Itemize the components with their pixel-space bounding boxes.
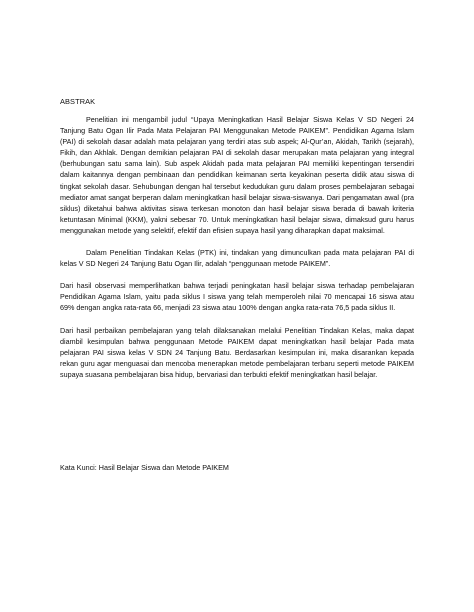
- abstract-heading: ABSTRAK: [60, 97, 96, 106]
- abstract-paragraph-1: Penelitian ini mengambil judul “Upaya Meningkatkan Hasil Belajar Siswa Kelas V SD Negeri 24 Tanjung Batu Ogan Ilir Pada Mata Pelajaran PAI Menggunakan Metode PAIKEM”. Pendidikan Agama Islam (PAI) di sekolah dasar adalah mata pelajaran yang terdiri atas sub aspek; Al-Qur’an, Akidah, Tarikh (sejarah), Fikih, dan Akhlak. Dengan demikian pelajaran PAI di sekolah dasar merupakan mata pelajaran yang integral (berhubungan satu sama lain). Sub aspek Akidah pada mata pelajaran PAI memiliki kepentingan tersendiri dalam kaitannya dengan pembinaan dan pendidikan keimanan serta keyakinan peserta didik atau siswa di tingkat sekolah dasar. Sehubungan dengan hal tersebut kedudukan guru dalam proses pembelajaran sebagai mediator amat sangat berperan dalam meningkatkan hasil belajar siswa-siswanya. Dari pengamatan awal (pra siklus) diketahui bahwa aktivitas siswa terkesan monoton dan hasil belajar siswa berada di bawah kriteria ketuntasan Minimal (KKM), yakni sebesar 70. Untuk meningkatkan hasil belajar siswa, dimaksud guru harus menggunakan metode yang selektif, efektif dan efisien supaya hasil yang diharapkan dapat maksimal.: [60, 115, 414, 235]
- abstract-paragraph-3: Dari hasil observasi memperlihatkan bahwa terjadi peningkatan hasil belajar siswa terhadap pembelajaran Pendidikan Agama Islam, yaitu pada siklus I siswa yang telah memperoleh nilai 70 mencapai 16 siswa atau 69% dengan angka rata-rata 66, menjadi 23 siswa atau 100% dengan angka rata-rata 76,5 pada siklus II.: [60, 281, 414, 313]
- keywords-line: Kata Kunci: Hasil Belajar Siswa dan Metode PAIKEM: [60, 463, 229, 472]
- abstract-paragraph-4: Dari hasil perbaikan pembelajaran yang telah dilaksanakan melalui Penelitian Tindakan Kelas, maka dapat diambil kesimpulan bahwa penggunaan Metode PAIKEM dapat meningkatkan hasil belajar Pada mata pelajaran PAI siswa kelas V SDN 24 Tanjung Batu. Berdasarkan kesimpulan ini, maka disarankan kepada rekan guru agar menguasai dan mencoba menerapkan metode pembelajaran terbaru seperti metode PAIKEM supaya suasana pembelajaran bisa hidup, bervariasi dan terbukti efektif meningkatkan hasil belajar.: [60, 325, 414, 379]
- abstract-paragraph-2: Dalam Penelitian Tindakan Kelas (PTK) ini, tindakan yang dimunculkan pada mata pelajaran PAI di kelas V SD Negeri 24 Tanjung Batu Ogan Ilir, adalah “penggunaan metode PAIKEM”.: [60, 248, 414, 269]
